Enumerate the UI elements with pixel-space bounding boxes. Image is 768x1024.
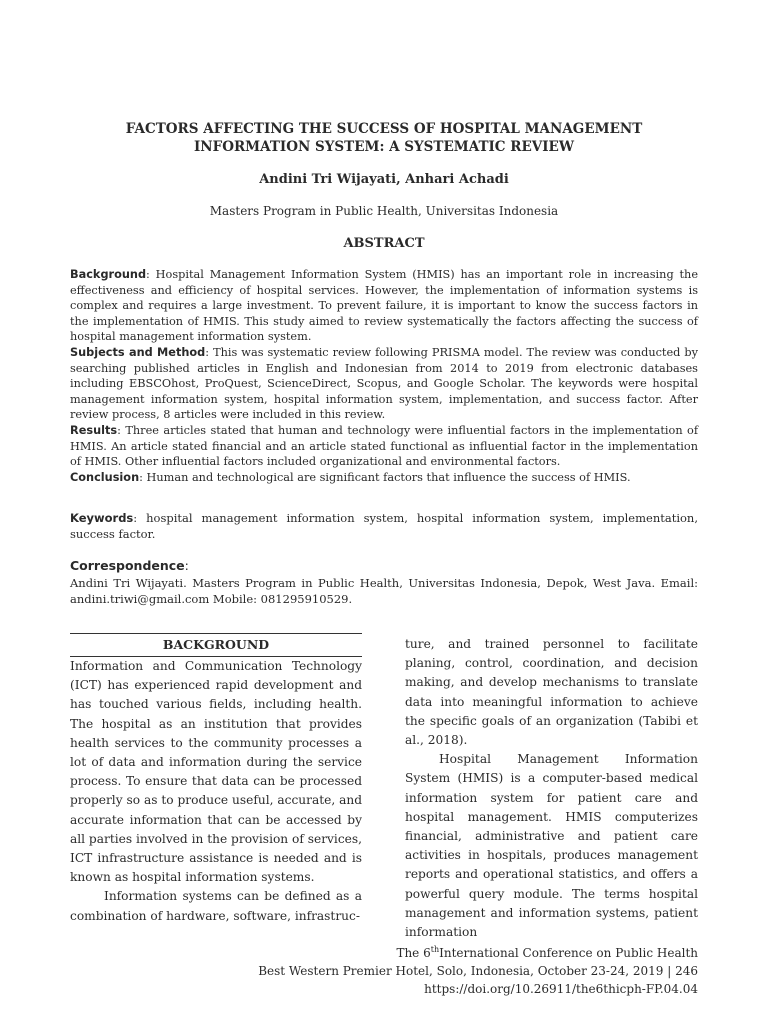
correspondence-colon: :	[184, 558, 189, 573]
abstract-background	[70, 267, 698, 345]
keywords-text: : hospital management information system, hospital information system, implementation, success factor.	[70, 511, 698, 541]
left-paragraph-1: Information and Communication Technology (ICT) has experienced rapid development and has touched various fields, including health. The hospital as an institution that provides health services to the community processes a lot of data and information during the service process. To ensure that data can be processed properly so as to produce useful, accurate, and accurate information that can be accessed by all parties involved in the provision of services, ICT infrastructure assistance is needed and is known as hospital information systems.	[70, 659, 362, 885]
affiliation: Masters Program in Public Health, Universitas Indonesia	[209, 204, 559, 218]
authors: Andini Tri Wijayati, Anhari Achadi	[259, 172, 509, 187]
abstract-results-text: : Three articles stated that human and technology were influential factors in the implementation of HMIS. An article stated financial and an article stated functional as influential factor in the implementation of HMIS. Other influential factors included organizational and environmental factors.	[70, 423, 698, 469]
keywords	[70, 511, 698, 542]
footer-conference	[258, 944, 698, 962]
abstract-results	[70, 423, 698, 470]
right-column	[405, 635, 698, 942]
abstract-background-label: Background	[70, 268, 147, 281]
footer-conf-sup: th	[430, 945, 440, 954]
abstract-conclusion-text: : Human and technological are significant factors that influence the success of HMIS.	[139, 470, 631, 484]
footer-doi: https://doi.org/10.26911/the6thicph-FP.04.04	[424, 982, 698, 996]
footer	[258, 944, 698, 998]
abstract-heading: ABSTRACT	[343, 236, 425, 251]
abstract-method	[70, 345, 698, 423]
correspondence-label: Correspondence	[70, 558, 185, 573]
right-paragraph-1: ture, and trained personnel to facilitate planing, control, coordination, and decision making, and develop mechanisms to translate data into meaningful information to achieve the specific goals of an organization (Tabibi et al., 2018).	[405, 637, 698, 748]
correspondence-text: Andini Tri Wijayati. Masters Program in Public Health, Universitas Indonesia, Depok, West Java. Email: andini.triwi@gmail.com Mobile: 081295910529.	[70, 576, 698, 606]
abstract-conclusion-label: Conclusion	[70, 470, 140, 484]
abstract-results-label: Results	[70, 423, 118, 437]
footer-conf-pre: The 6	[396, 946, 431, 960]
footer-venue: Best Western Premier Hotel, Solo, Indonesia, October 23-24, 2019 | 246	[258, 964, 698, 978]
abstract-method-label: Subjects and Method	[70, 345, 206, 359]
correspondence-heading	[70, 558, 189, 573]
abstract	[70, 267, 698, 485]
paper-title: FACTORS AFFECTING THE SUCCESS OF HOSPITAL MANAGEMENT INFORMATION SYSTEM: A SYSTEMATIC REVIEW	[125, 121, 643, 155]
abstract-background-text: : Hospital Management Information System (HMIS) has an important role in increasing the effectiveness and efficiency of hospital services. However, the implementation of information systems is complex and requires a large investment. To prevent failure, it is important to know the success factors in the implementation of HMIS. This study aimed to review systematically the factors affecting the success of hospital management information system.	[70, 268, 698, 344]
abstract-method-text: : This was systematic review following PRISMA model. The review was conducted by searching published articles in English and Indonesian from 2014 to 2019 from electronic databases including EBSCOhost, ProQuest, ScienceDirect, Scopus, and Google Scholar. The keywords were hospital management information system, hospital information system, implementation, and success factor. After review process, 8 articles were included in this review.	[70, 345, 699, 422]
keywords-label: Keywords	[70, 511, 134, 525]
abstract-conclusion	[70, 470, 698, 486]
right-paragraph-2: Hospital Management Information System (HMIS) is a computer-based medical information system for patient care and hospital management. HMIS computerizes financial, administrative and patient care activities in hospitals, produces management reports and operational statistics, and offers a powerful query module. The terms hospital management and information systems, patient information	[405, 752, 698, 940]
background-heading: BACKGROUND	[70, 633, 362, 657]
footer-conf-post: International Conference on Public Health	[439, 946, 698, 960]
left-paragraph-2: Information systems can be defined as a combination of hardware, software, infrastruc-	[70, 889, 362, 923]
left-column	[70, 657, 362, 926]
